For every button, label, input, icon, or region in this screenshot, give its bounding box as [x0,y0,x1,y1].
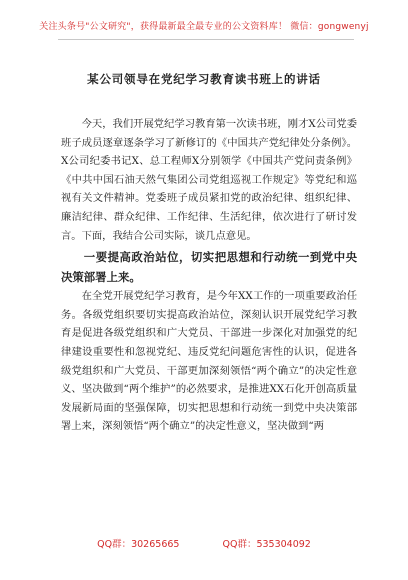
body-paragraph-section-1: 在全党开展党纪学习教育，是今年XX工作的一项重要政治任务。各级党组织要切实提高政治站位，深刻认识开展党纪学习教育是促进各级党组织和广大党员、干部进一步深化对加强党的纪律建设重要性和忽视党纪、违反党纪问题危害性的认识，促进各级党组织和广大党员、干部更加深刻领悟“两个确立”的决定性意义、坚决做到“两个维护”的必然要求，是推进XX石化开创高质量发展新局面的坚强保障，切实把思想和行动统一到党中央决策部署上来，深刻领悟“两个确立”的决定性意义，坚决做到“两 [61,290,357,433]
footer [0,536,408,550]
header-banner: 关注头条号"公文研究"，获得最新最全最专业的公文资料库！ 微信：gongwenyj [39,22,369,32]
footer-qq-group-1: QQ群：30265665 [97,539,180,550]
section-heading-1: 一要提高政治站位，切实把思想和行动统一到党中央决策部署上来。 [61,250,357,285]
document-title: 某公司领导在党纪学习教育读书班上的讲话 [87,72,321,86]
document-body [61,115,357,436]
header-divider [58,39,354,40]
body-paragraph-intro: 今天，我们开展党纪学习教育第一次读书班，刚才X公司党委班子成员逐章逐条学习了新修订的《中国共产党纪律处分条例》。X公司纪委书记X、总工程师X分别领学《中国共产党问责条例》《中共中国石油天然气集团公司党组巡视工作规定》等党纪和巡视有关文件精神。党委班子成员紧扣党的政治纪律、组织纪律、廉洁纪律、群众纪律、工作纪律、生活纪律，依次进行了研讨发言。下面，我结合公司实际，谈几点意见。 [61,118,357,242]
footer-qq-group-2: QQ群：535304092 [222,539,311,550]
